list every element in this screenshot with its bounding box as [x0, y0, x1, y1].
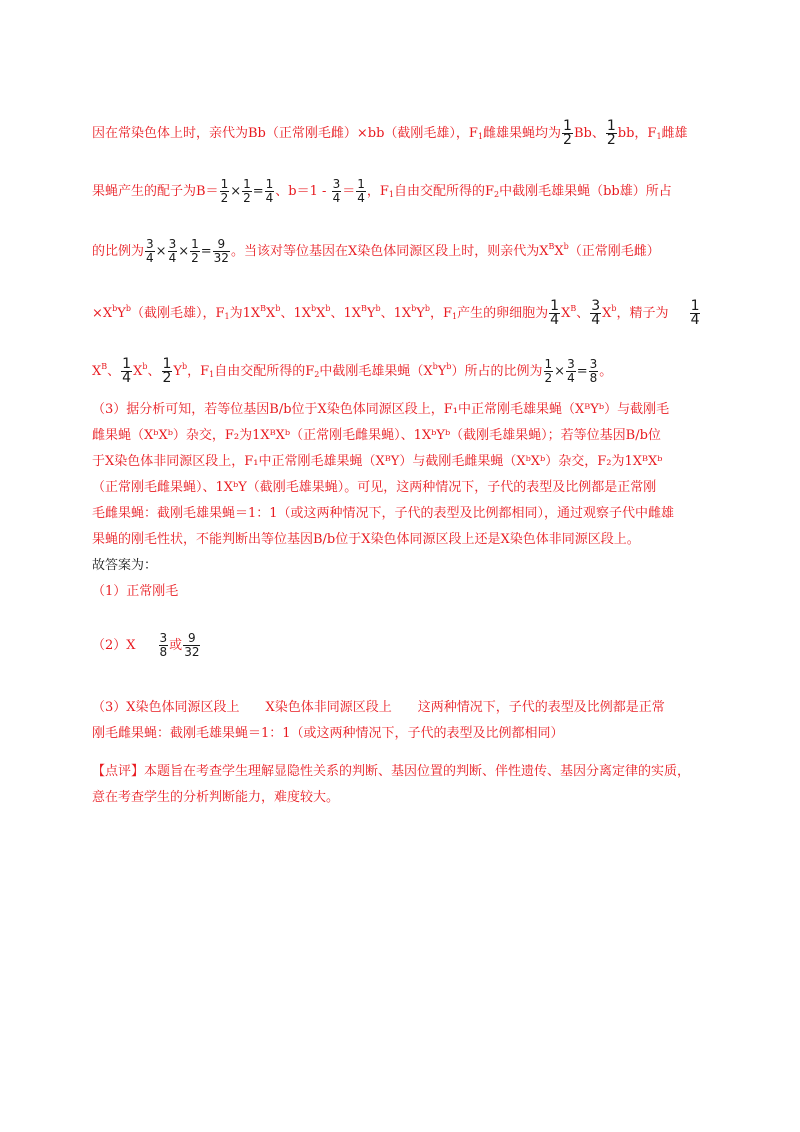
paragraph-line: 于X染色体非同源区段上，F₁中正常刚毛雄果蝇（XᴮY）与截刚毛雌果蝇（XᵇXᵇ）杂交，F₂为1XᴮXᵇ	[92, 454, 663, 469]
fraction: $\frac{1}{4}$	[690, 298, 700, 328]
fraction: $\frac{1}{2}$	[243, 177, 251, 205]
paragraph-line: 果蝇产生的配子为B＝ $\frac{1}{2}$ × $\frac{1}{2}$ = $\frac{1}{4}$ 、b＝1 - $\frac{3}{4}$ ＝ $\frac{1}{4}$ ，$F_1$自由交配所得的$F_2$中截刚毛雄果蝇（bb雄）所占	[92, 177, 672, 205]
fraction: $\frac{1}{2}$	[220, 177, 229, 205]
fraction: $\frac{3}{4}$	[567, 357, 575, 385]
paragraph-line: 雌果蝇（XᵇXᵇ）杂交，F₂为1XᴮXᵇ（正常刚毛雌果蝇）、1XᵇYᵇ（截刚毛雄果蝇）；若等位基因B/b位	[92, 428, 661, 443]
paragraph-line: （正常刚毛雌果蝇）、1XᵇY（截刚毛雄果蝇）。可见，这两种情况下，子代的表型及比例都是正常刚	[92, 480, 657, 495]
fraction: $\frac{1}{2}$	[191, 237, 199, 265]
paragraph-line: 的比例为 $\frac{3}{4}$ × $\frac{3}{4}$ × $\frac{1}{2}$ = $\frac{9}{32}$ 。当该对等位基因在X染色体同源区段上时，则亲代为$X^BX^b$（正常刚毛雌）	[92, 237, 660, 265]
fraction: $\frac{3}{4}$	[168, 237, 177, 265]
fraction: $\frac{1}{4}$	[122, 356, 132, 386]
answer-heading: 故答案为：	[92, 558, 158, 573]
paragraph-line: 因在常染色体上时，亲代为Bb（正常刚毛雌）×bb（截刚毛雄），$F_1$雌雄果蝇均为 $\frac{1}{2}$ Bb、 $\frac{1}{2}$ bb，$F_1$雌雄	[92, 118, 688, 148]
fraction: $\frac{1}{2}$	[544, 357, 553, 385]
fraction: $\frac{9}{32}$	[213, 237, 229, 265]
fraction: $\frac{3}{8}$	[159, 631, 168, 659]
fraction: $\frac{3}{4}$	[332, 177, 341, 205]
comment-cont: 意在考查学生的分析判断能力，难度较大。	[92, 790, 340, 805]
fraction: $\frac{1}{4}$	[550, 298, 560, 328]
paragraph-line: $X^B$、 $\frac{1}{4}$ $X^b$、 $\frac{1}{2}$ $Y^b$，$F_1$自由交配所得的$F_2$中截刚毛雄果蝇$(X^bY^b)$所占的比例为 $\frac{1}{2}$ × $\frac{3}{4}$ = $\frac{3}{8}$ 。	[92, 356, 613, 386]
fraction: $\frac{3}{8}$	[589, 357, 598, 385]
paragraph-line: （3）据分析可知，若等位基因B/b位于X染色体同源区段上，F₁中正常刚毛雄果蝇（XᴮYᵇ）与截刚毛	[92, 402, 670, 417]
answer-1: （1）正常刚毛	[92, 584, 179, 599]
answer-2: （2）X $\frac{3}{8}$ 或 $\frac{9}{32}$	[92, 631, 200, 659]
paragraph-line: $\times X^bY^b$（截刚毛雄），$F_1$为$1X^BX^b$、$1X^bX^b$、$1X^BY^b$、$1X^bY^b$，$F_1$产生的卵细胞为 $\frac{1}{4}$ $X^B$、 $\frac{3}{4}$ $X^b$，精子为 $\frac{1}{4}$	[92, 298, 700, 328]
fraction: $\frac{1}{2}$	[563, 118, 572, 148]
answer-3: （3）X染色体同源区段上 X染色体非同源区段上 这两种情况下，子代的表型及比例都是正常	[92, 700, 665, 715]
fraction: $\frac{1}{2}$	[606, 118, 616, 148]
fraction: $\frac{1}{4}$	[357, 177, 365, 205]
fraction: $\frac{3}{4}$	[591, 298, 601, 328]
comment: 【点评】本题旨在考查学生理解显隐性关系的判断、基因位置的判断、伴性遗传、基因分离定律的实质，	[92, 764, 691, 779]
fraction: $\frac{1}{4}$	[265, 177, 274, 205]
fraction: $\frac{9}{32}$	[184, 631, 200, 659]
paragraph-line: 果蝇的刚毛性状，不能判断出等位基因B/b位于X染色体同源区段上还是X染色体非同源区段上。	[92, 532, 640, 547]
answer-3-cont: 刚毛雌果蝇：截刚毛雄果蝇＝1：1（或这两种情况下，子代的表型及比例都相同）	[92, 726, 564, 741]
paragraph-line: 毛雌果蝇：截刚毛雄果蝇＝1：1（或这两种情况下，子代的表型及比例都相同），通过观察子代中雌雄	[92, 506, 675, 521]
fraction: $\frac{3}{4}$	[146, 237, 154, 265]
fraction: $\frac{1}{2}$	[162, 356, 172, 386]
